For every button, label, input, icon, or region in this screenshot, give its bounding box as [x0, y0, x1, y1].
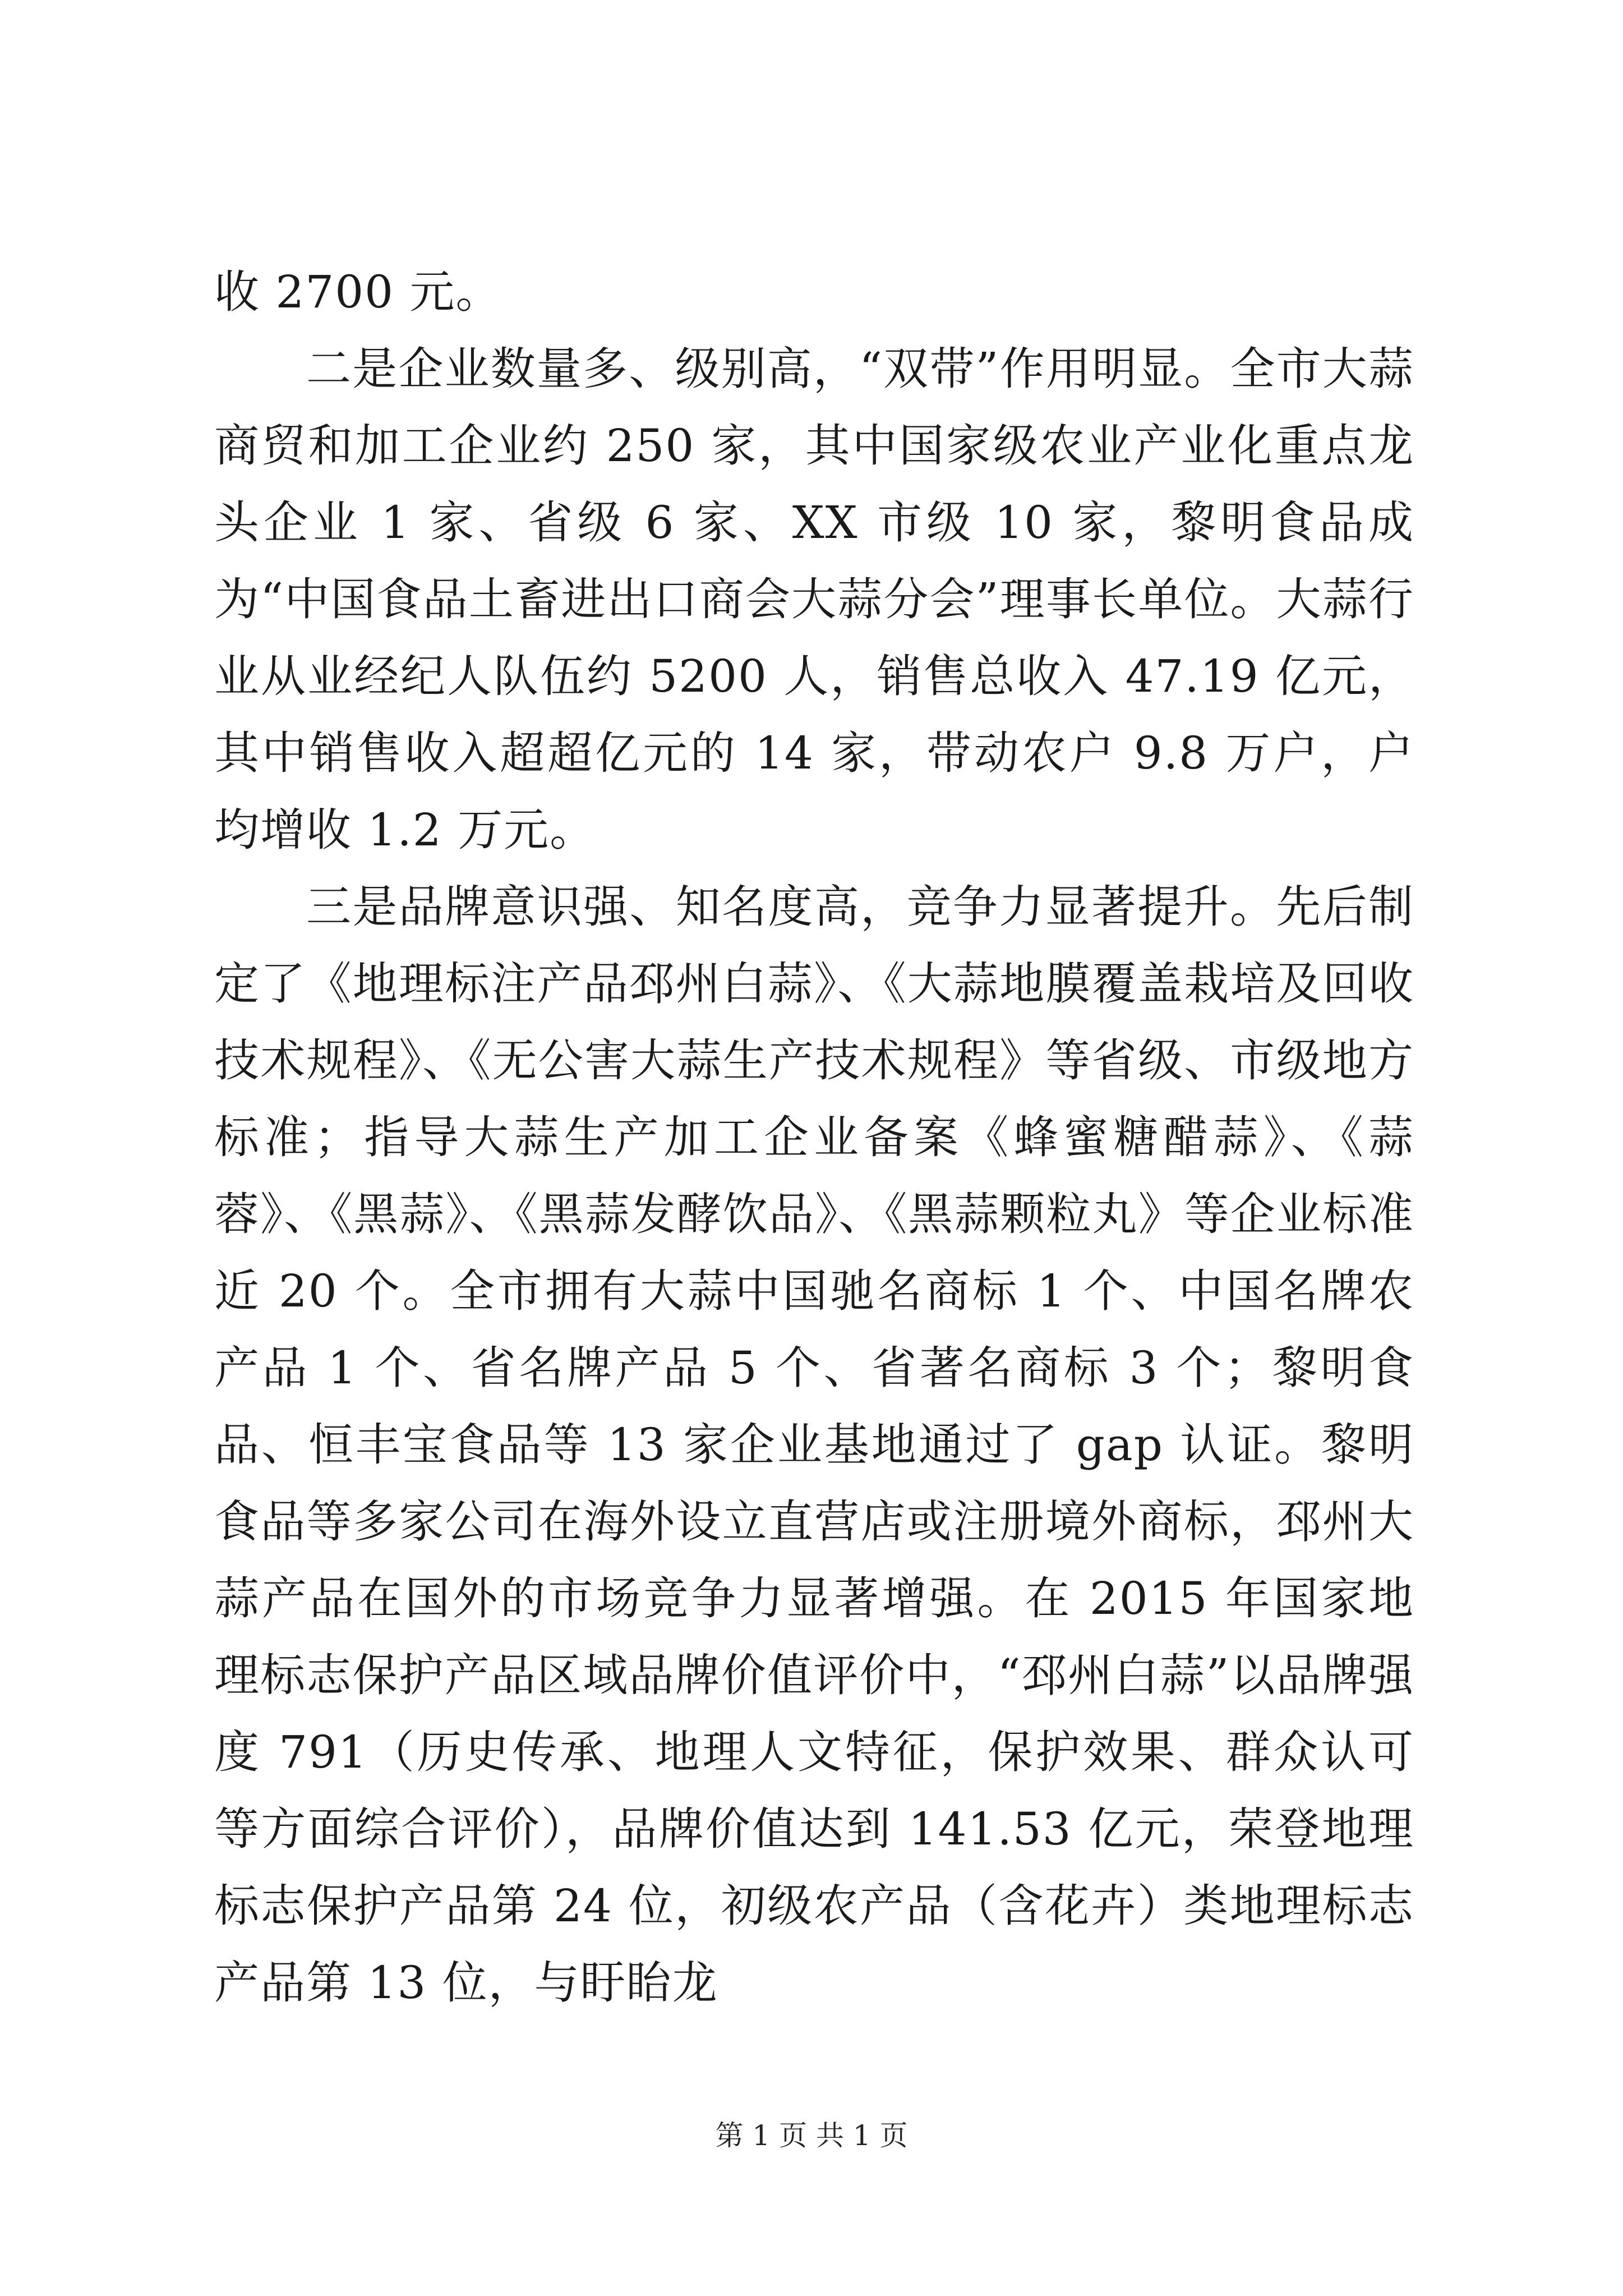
paragraph-2: 二是企业数量多、级别高，“双带”作用明显。全市大蒜商贸和加工企业约 250 家，其中国家级农业产业化重点龙头企业 1 家、省级 6 家、XX 市级 10 家，黎明食品成为“中国食品土畜进出口商会大蒜分会”理事长单位。大蒜行业从业经纪人队伍约 5200 人，销售总收入 47.19 亿元，其中销售收入超超亿元的 14 家，带动农户 9.8 万户，户均增收 1.2 万元。: [214, 343, 1414, 856]
paragraph-1: 收 2700 元。: [214, 266, 502, 318]
paragraph-3: 三是品牌意识强、知名度高，竞争力显著提升。先后制定了《地理标注产品邳州白蒜》、《大蒜地膜覆盖栽培及回收技术规程》、《无公害大蒜生产技术规程》等省级、市级地方标准；指导大蒜生产加工企业备案《蜂蜜糖醋蒜》、《蒜蓉》、《黑蒜》、《黑蒜发酵饮品》、《黑蒜颗粒丸》等企业标准近 20 个。全市拥有大蒜中国驰名商标 1 个、中国名牌农产品 1 个、省名牌产品 5 个、省著名商标 3 个；黎明食品、恒丰宝食品等 13 家企业基地通过了 gap 认证。黎明食品等多家公司在海外设立直营店或注册境外商标，邳州大蒜产品在国外的市场竞争力显著增强。在 2015 年国家地理标志保护产品区域品牌价值评价中，“邳州白蒜”以品牌强度 791（历史传承、地理人文特征，保护效果、群众认可等方面综合评价），品牌价值达到 141.53 亿元，荣登地理标志保护产品第 24 位，初级农产品（含花卉）类地理标志产品第 13 位，与盱眙龙: [214, 881, 1414, 2009]
page-footer: 第 1 页 共 1 页: [715, 2119, 908, 2152]
document-body: [214, 254, 1414, 2021]
